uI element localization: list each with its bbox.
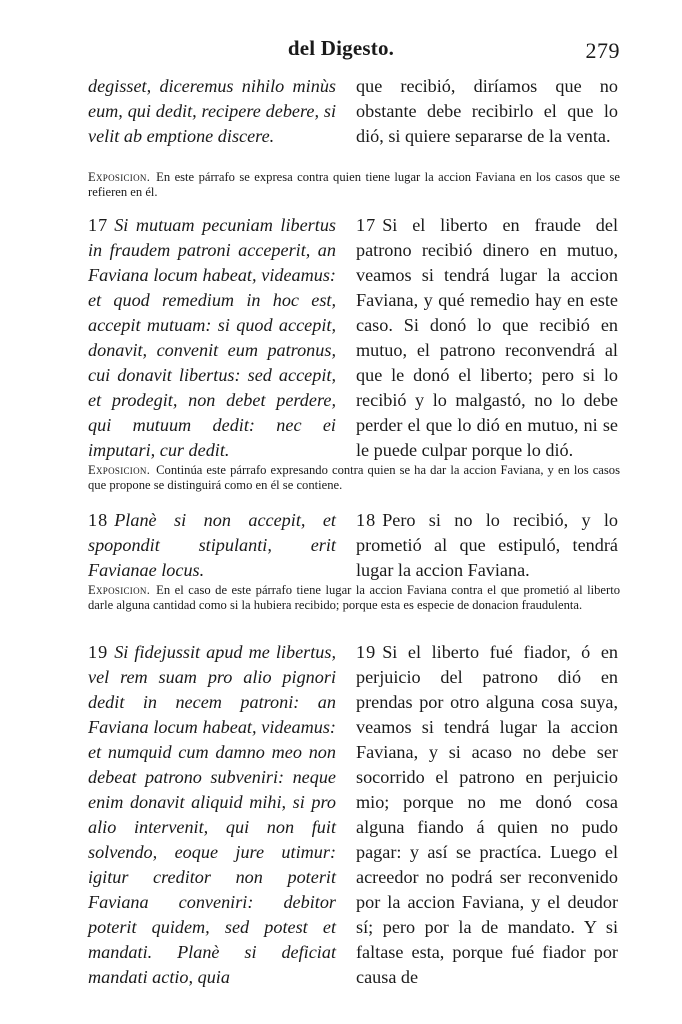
latin-text: [88, 508, 336, 583]
page-header: [0, 36, 682, 66]
latin-text: [88, 640, 336, 990]
latin-body: Si fidejussit apud me libertus, vel rem suam pro alio pignori dedit in necem patroni: an Faviana locum habeat, videamus: et numquid cum damno meo non debeat patrono subveniri: neque enim donavit aliquid mihi, si pro alio intervenit, qui non fuit solvendo, eoque jure utimur: igitur creditor non poterit Faviana conveniri: debitor poterit quidem, sed potest et mandati. Planè si deficiat mandati actio, quia: [88, 642, 336, 987]
running-title: del Digesto.: [287, 36, 395, 60]
spanish-text: que recibió, diríamos que no obstante debe recibirlo el que lo dió, si quiere separarse de la venta.: [356, 76, 618, 146]
exposition-3: [88, 583, 620, 613]
exposition-label: Exposicion.: [88, 583, 151, 597]
exposition-text: En el caso de este párrafo tiene lugar la accion Faviana contra el que prometió al liberto darle alguna cantidad como si la hubiera recibido; porque esta es especie de donacion fraudulenta.: [88, 583, 620, 612]
exposition-1: [88, 170, 620, 200]
spanish-text: [356, 508, 618, 583]
exposition-2: [88, 463, 620, 493]
latin-body: Planè si non accepit, et spopondit stipulanti, erit Favianae locus.: [88, 510, 336, 580]
spanish-text: [356, 213, 618, 463]
paragraph-number: 18: [88, 510, 109, 530]
latin-text: degisset, diceremus nihilo minùs eum, qui dedit, recipere debere, si velit ab emptione discere.: [88, 76, 336, 146]
spanish-body: Si el liberto en fraude del patrono recibió dinero en mutuo, veamos si tendrá lugar la accion Faviana, y qué remedio hay en este caso. Si donó lo que recibió en mutuo, el patrono reconvendrá al que le donó el liberto; pero si lo recibió y lo malgastó, no lo debe perder el que lo dió en mutuo, ni se le puede culpar porque lo dió.: [356, 215, 618, 460]
paragraph-number: 17: [88, 215, 109, 235]
paragraph-number: 18: [356, 510, 377, 530]
exposition-text: Continúa este párrafo expresando contra quien se ha dar la accion Faviana, y en los casos que propone se distinguirá como en él se contiene.: [88, 463, 620, 492]
paragraph-number: 19: [356, 642, 377, 662]
exposition-label: Exposicion.: [88, 170, 151, 184]
latin-text: [88, 213, 336, 463]
paragraph-number: 19: [88, 642, 109, 662]
exposition-label: Exposicion.: [88, 463, 151, 477]
exposition-text: En este párrafo se expresa contra quien tiene lugar la accion Faviana en los casos que se refieren en él.: [88, 170, 620, 199]
page-number: 279: [585, 38, 620, 63]
spanish-text: [356, 640, 618, 990]
spanish-body: Pero si no lo recibió, y lo prometió al que estipuló, tendrá lugar la accion Faviana.: [356, 510, 618, 580]
spanish-body: Si el liberto fué fiador, ó en perjuicio del patrono dió en prendas por otro alguna cosa suya, veamos si tendrá lugar la accion Faviana, y si acaso no debe ser socorrido el patrono en perjuicio mio; porque no me donó cosa alguna fiando á quien no pudo pagar: y así se practíca. Luego el acreedor no podrá ser reconvenido por la accion Faviana, y el deudor sí; pero por la de mandato. Y si faltase esta, porque fué fiador por causa de: [356, 642, 618, 987]
paragraph-number: 17: [356, 215, 377, 235]
latin-body: Si mutuam pecuniam libertus in fraudem patroni acceperit, an Faviana locum habeat, videamus: et quod remedium in hoc est, accepit mutuam: si quod accepit, donavit, convenit eum patronus, cui donavit libertus: sed accepit, et prodegit, non debet perdere, qui mutuum dedit: nec ei imputari, cur dedit.: [88, 215, 336, 460]
